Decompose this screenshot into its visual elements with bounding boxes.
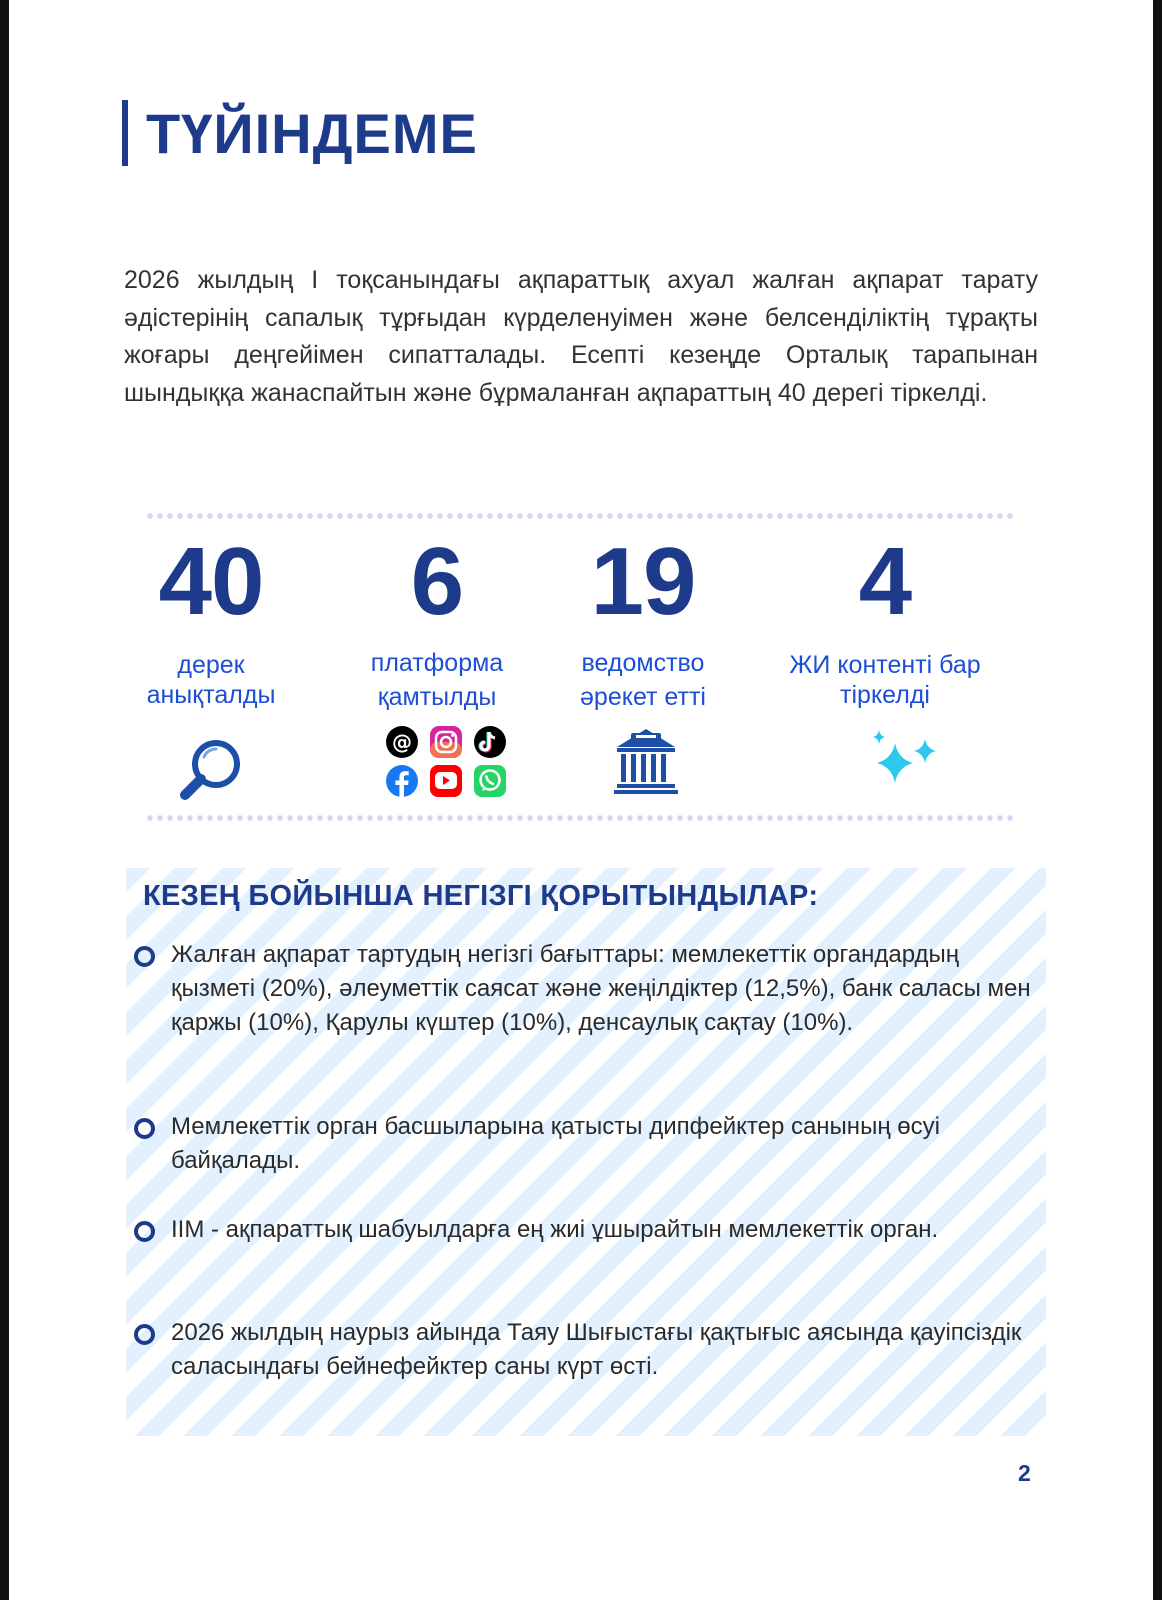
stat-platforms [371,530,503,714]
whatsapp-icon [474,765,506,797]
government-building-icon [613,725,679,800]
social-platforms-icons [385,725,511,805]
bullet-ring-icon [134,1221,155,1242]
stat-label-line2: әрекет етті [580,683,706,711]
magnifier-icon [177,737,243,808]
page-number: 2 [1018,1460,1031,1486]
stat-value: 19 [590,528,696,635]
tiktok-icon [474,726,506,758]
stat-value: 6 [410,528,464,635]
finding-item [133,938,1033,1040]
stat-incidents [147,530,276,710]
finding-text: Жалған ақпарат тартудың негізгі бағыттары: мемлекеттік органдардың қызметі (20%), әлеуметтік саясат және жеңілдіктер (12,5%), банк саласы мен қаржы (10%), Қарулы күштер (10%), денсаулық сақтау (10%). [171,941,1031,1036]
title-text: ТҮЙІНДЕМЕ [146,101,478,165]
bullet-ring-icon [134,1118,155,1139]
stat-value: 40 [158,528,264,635]
finding-item [133,1316,1033,1384]
finding-item [133,1110,1033,1178]
finding-text: ІІМ - ақпараттық шабуылдарға ең жиі ұшырайтын мемлекеттік орган. [171,1216,939,1243]
page-title [122,98,478,168]
stat-value: 4 [858,528,912,635]
finding-text: 2026 жылдың наурыз айында Таяу Шығыстағы қақтығыс аясында қауіпсіздік саласындағы бейнефейктер саны күрт өсті. [171,1319,1022,1380]
dotted-divider-bottom [145,815,1017,821]
dotted-divider-top [145,513,1017,519]
bullet-ring-icon [134,1324,155,1345]
title-accent-bar [122,100,128,166]
findings-title: КЕЗЕҢ БОЙЫНША НЕГІЗГІ ҚОРЫТЫНДЫЛАР: [143,880,819,912]
stat-label-line2: анықталды [146,681,276,709]
stat-ai-content [789,530,980,710]
stat-label-line1: ведомство [581,649,705,677]
svg-text:@: @ [392,730,412,754]
facebook-icon [386,765,418,797]
bullet-ring-icon [134,946,155,967]
finding-item [133,1213,1033,1247]
stat-label-line1: ЖИ контенті бар [789,651,981,679]
sparkles-icon [865,729,945,798]
stat-label-line1: платформа [370,649,504,677]
intro-paragraph: 2026 жылдың І тоқсанындағы ақпараттық ахуал жалған ақпарат тарату әдістерінің сапалық тұрғыдан күрделенуімен және белсенділіктің тұрақты жоғары деңгейімен сипатталады. Есепті кезеңде Орталық тарапынан шындыққа жанаспайтын және бұрмаланған ақпараттың 40 дерегі тіркелді. [124,266,1038,407]
finding-text: Мемлекеттік орган басшыларына қатысты дипфейктер санының өсуі байқалады. [171,1113,940,1174]
document-page [9,0,1153,1600]
youtube-icon [430,765,462,797]
stat-label-line1: дерек [177,651,245,679]
stat-label-line2: қамтылды [377,683,497,711]
stat-label-line2: тіркелді [840,681,930,709]
stat-agencies [580,530,706,714]
threads-icon [386,726,418,758]
instagram-icon [430,726,462,758]
